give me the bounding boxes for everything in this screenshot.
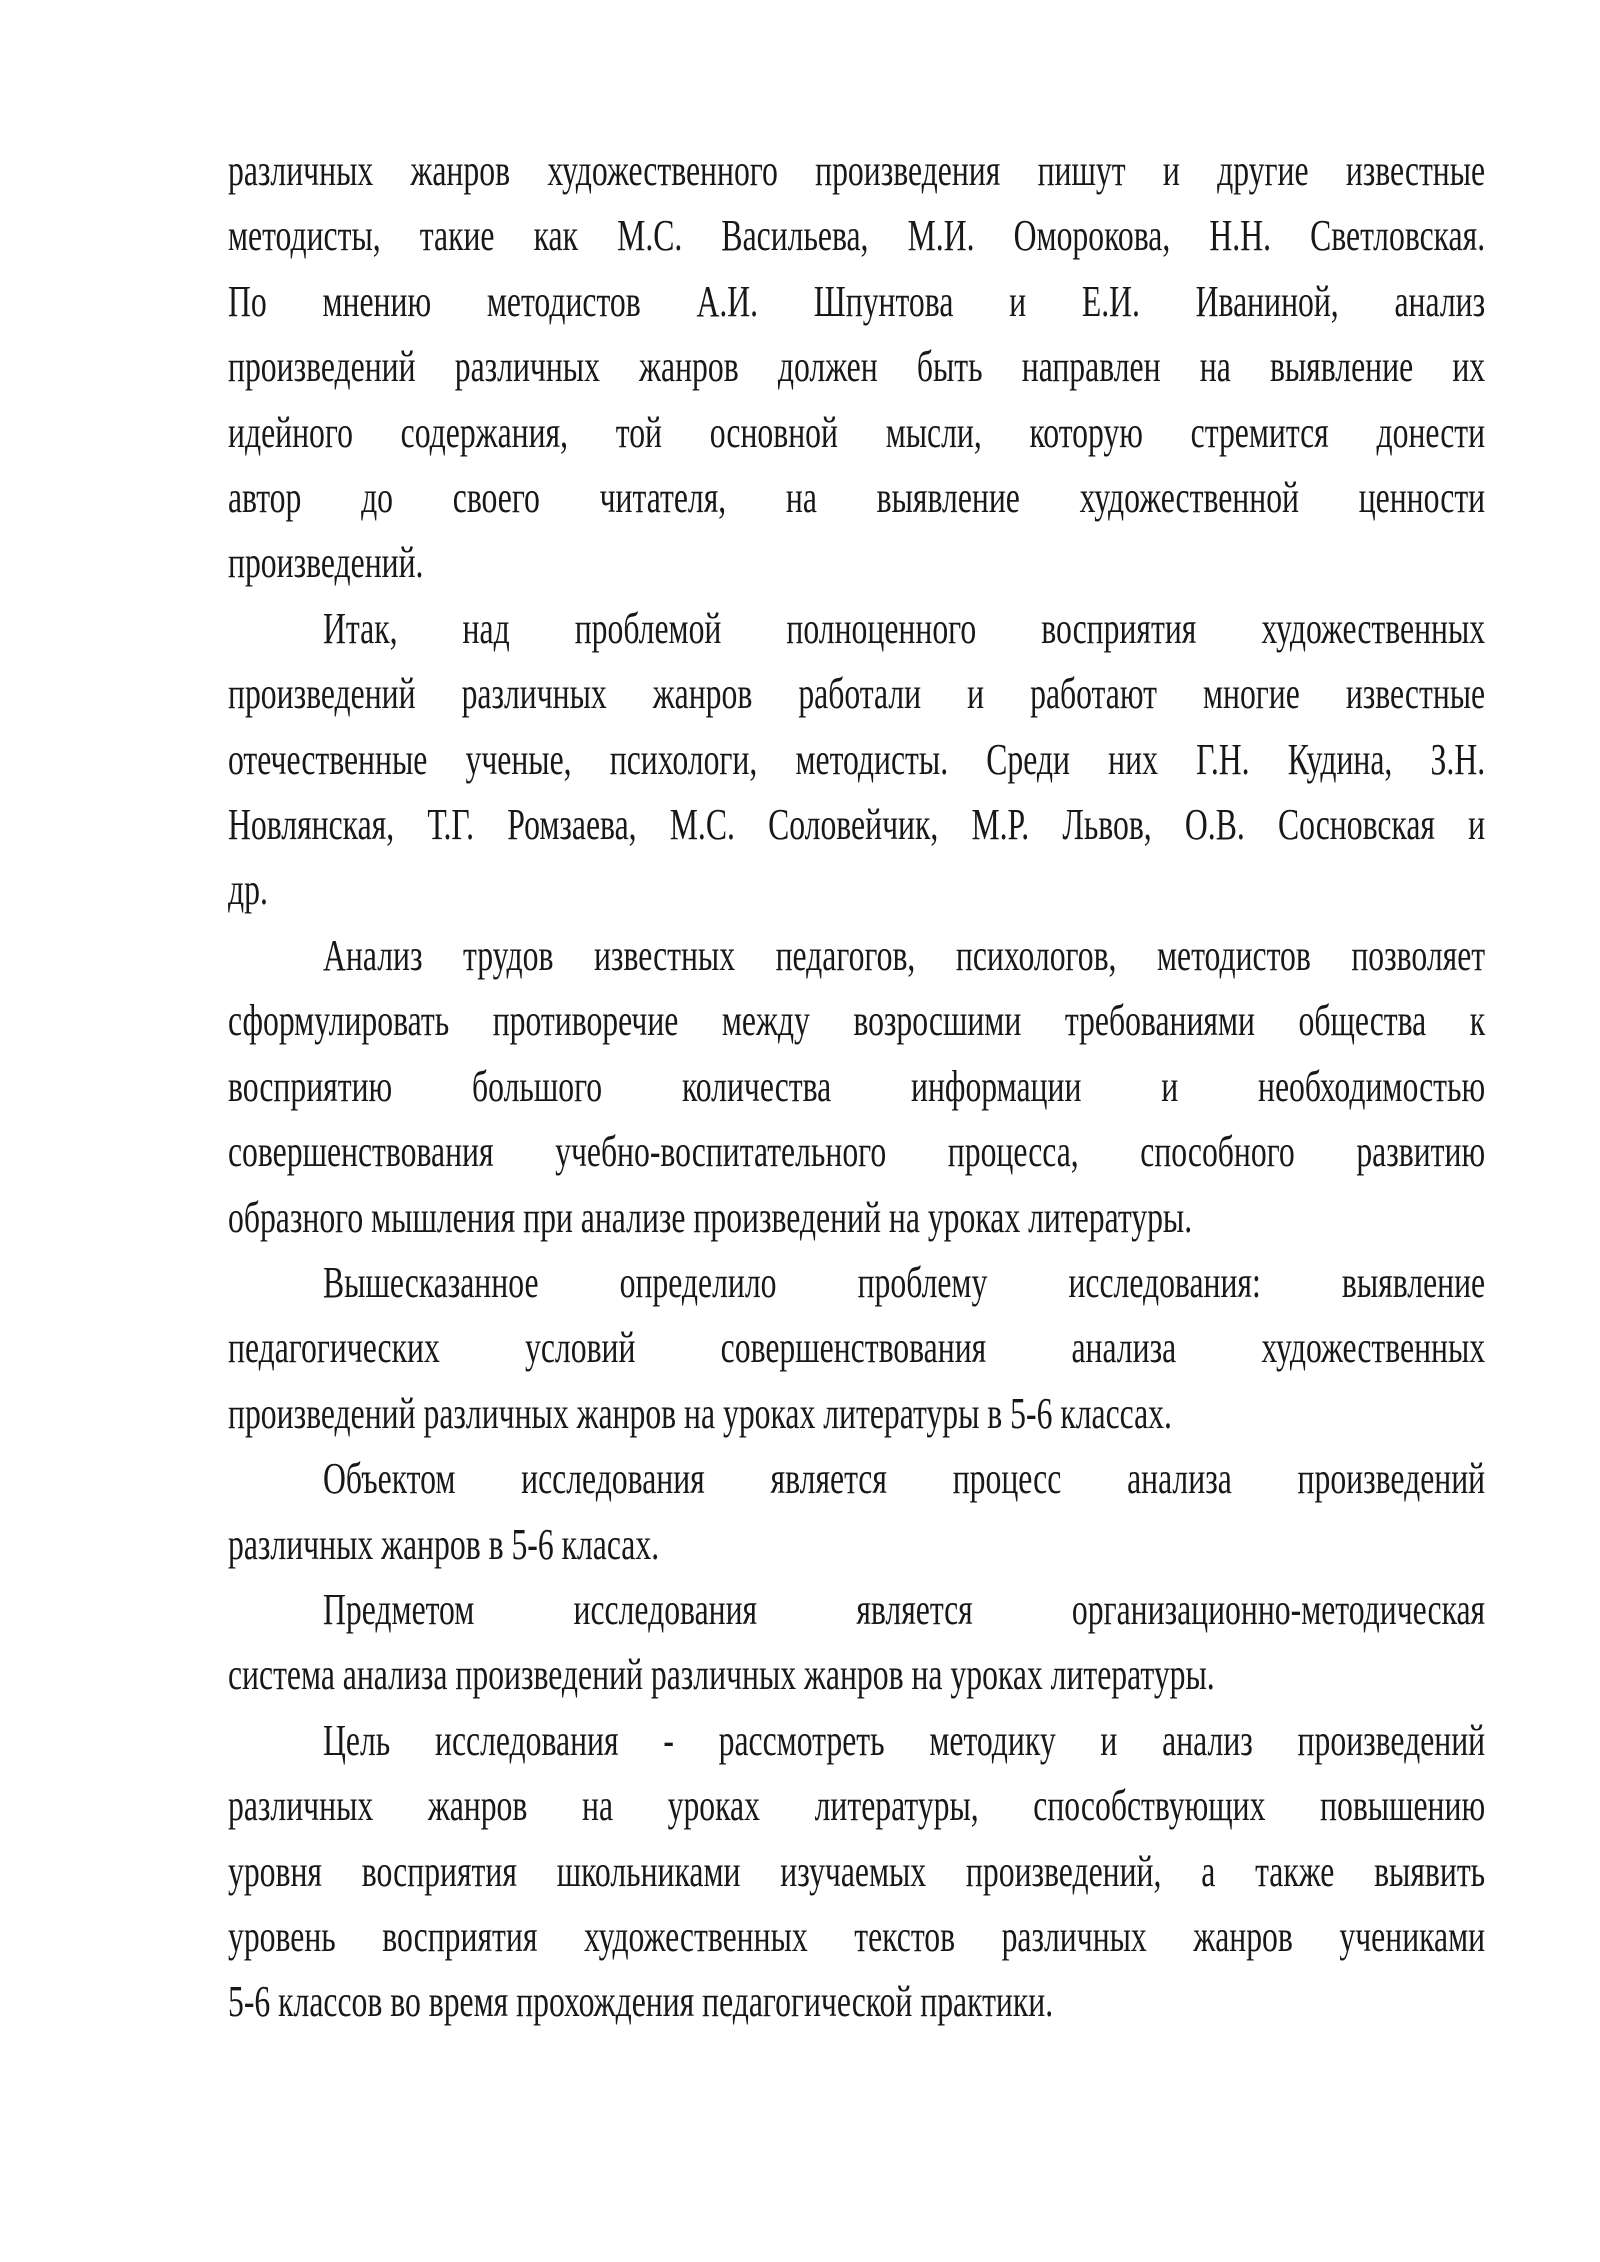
text-line: произведений различных жанров на уроках литературы в 5-6 классах. (228, 1388, 1172, 1438)
text-line: Новлянская, Т.Г. Ромзаева, М.С. Соловейчик, М.Р. Львов, О.В. Сосновская и (228, 800, 1486, 850)
text-line: автор до своего читателя, на выявление художественной ценности (228, 473, 1486, 523)
text-line: Итак, над проблемой полноценного восприятия художественных (323, 603, 1486, 653)
text-line: совершенствования учебно-воспитательного процесса, способного развитию (228, 1127, 1486, 1177)
text-line: различных жанров художественного произведения пишут и другие известные (228, 146, 1486, 195)
text-line: система анализа произведений различных жанров на уроках литературы. (228, 1650, 1215, 1700)
paragraph (228, 138, 1485, 596)
text-line: сформулировать противоречие между возросшими требованиями общества к (228, 996, 1486, 1046)
text-line: Вышесказанное определило проблему исследования: выявление (323, 1257, 1486, 1307)
text-line: восприятию большого количества информации и необходимостью (228, 1061, 1486, 1111)
text-line: Предметом исследования является организационно-методическая (323, 1584, 1486, 1634)
paragraph (228, 1577, 1485, 1708)
paragraph (228, 923, 1485, 1250)
text-line: различных жанров на уроках литературы, способствующих повышению (228, 1781, 1486, 1831)
text-line: произведений различных жанров должен быть направлен на выявление их (228, 342, 1486, 392)
paragraph (228, 1446, 1485, 1577)
paragraph (228, 596, 1485, 923)
text-line: Объектом исследования является процесс анализа произведений (323, 1454, 1486, 1504)
text-line: произведений. (228, 538, 424, 588)
text-line: др. (228, 865, 268, 915)
text-line: произведений различных жанров работали и работают многие известные (228, 669, 1486, 719)
text-line: 5-6 классов во время прохождения педагогической практики. (228, 1977, 1054, 2027)
text-line: отечественные ученые, психологи, методисты. Среди них Г.Н. Кудина, З.Н. (228, 734, 1486, 784)
text-line: различных жанров в 5-6 класах. (228, 1519, 660, 1569)
paragraph (228, 1708, 1485, 2035)
text-line: идейного содержания, той основной мысли, которую стремится донести (228, 407, 1486, 457)
text-line: уровень восприятия художественных текстов различных жанров учениками (228, 1911, 1486, 1961)
text-line: По мнению методистов А.И. Шпунтова и Е.И. Иваниной, анализ (228, 276, 1486, 326)
page-text-block (228, 138, 1485, 2035)
paragraph (228, 1250, 1485, 1446)
text-line: методисты, такие как М.С. Васильева, М.И. Оморокова, Н.Н. Светловская. (228, 211, 1486, 261)
text-line: Цель исследования - рассмотреть методику и анализ произведений (323, 1715, 1486, 1765)
text-line: уровня восприятия школьниками изучаемых произведений, а также выявить (228, 1846, 1486, 1896)
text-line: образного мышления при анализе произведений на уроках литературы. (228, 1192, 1193, 1242)
text-line: Анализ трудов известных педагогов, психологов, методистов позволяет (323, 930, 1486, 980)
text-line: педагогических условий совершенствования анализа художественных (228, 1323, 1486, 1373)
